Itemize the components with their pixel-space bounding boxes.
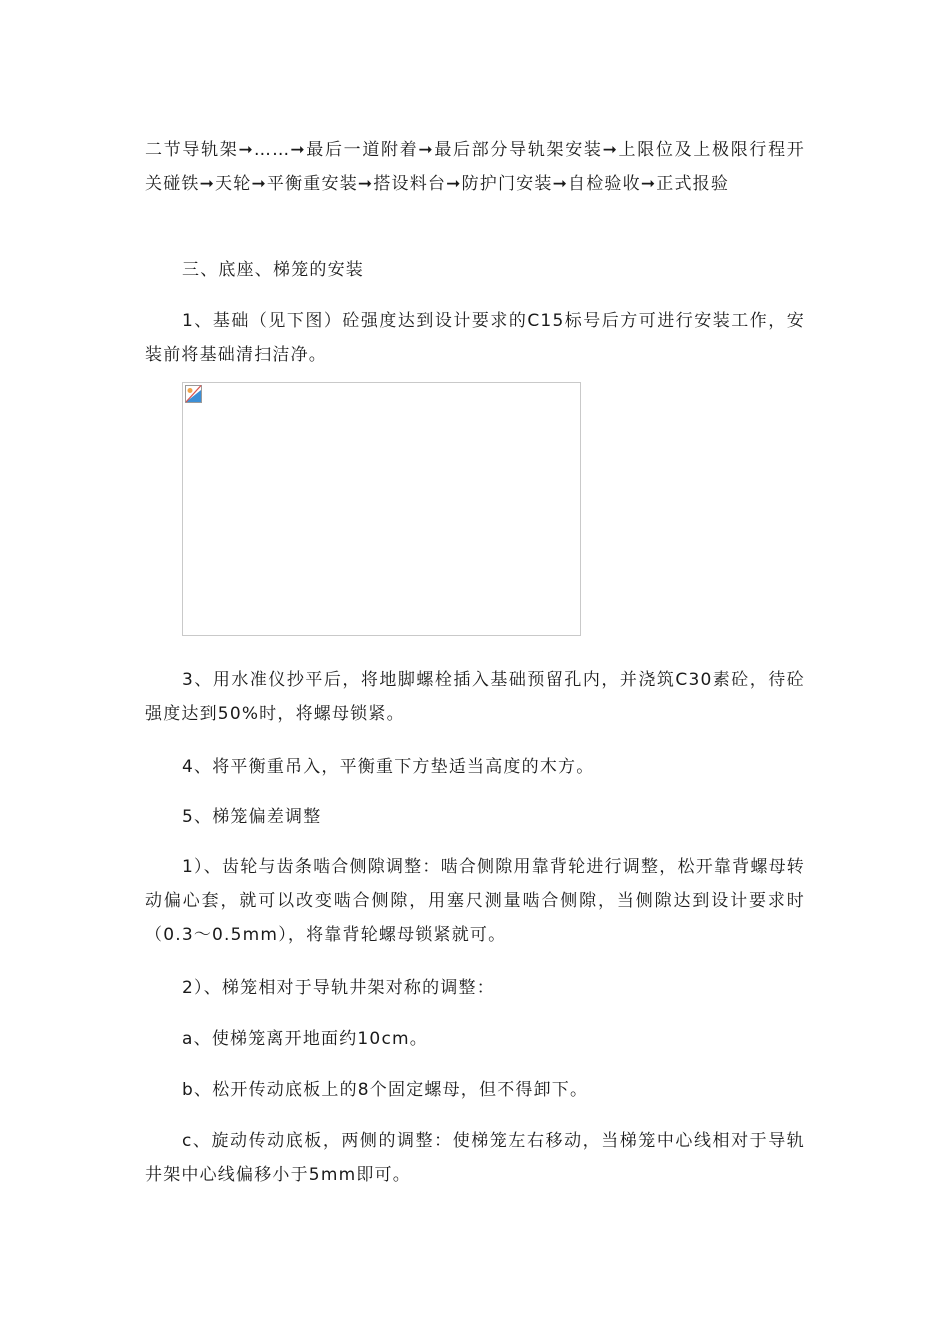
broken-image-icon — [185, 385, 202, 403]
section-heading-base-cage-installation: 三、底座、梯笼的安装 — [182, 260, 364, 280]
paragraph-gear-mesh-adjustment: 1）、齿轮与齿条啮合侧隙调整：啮合侧隙用靠背轮进行调整，松开靠背螺母转动偏心套，就可以改变啮合侧隙，用塞尺测量啮合侧隙，当侧隙达到设计要求时（0.3～0.5mm），将靠背轮螺母锁紧就可。 — [145, 857, 805, 945]
list-item-a: a、使梯笼离开地面约10cm。 — [182, 1029, 428, 1049]
paragraph-process-sequence: 二节导轨架➞……➞最后一道附着➞最后部分导轨架安装➞上限位及上极限行程开关碰铁➞天轮➞平衡重安装➞搭设料台➞防护门安装➞自检验收➞正式报验 — [145, 140, 805, 194]
paragraph-step-3-leveling: 3、用水准仪抄平后，将地脚螺栓插入基础预留孔内，并浇筑C30素砼，待砼强度达到50%时，将螺母锁紧。 — [145, 670, 805, 724]
list-item-c: c、旋动传动底板，两侧的调整：使梯笼左右移动，当梯笼中心线相对于导轨井架中心线偏移小于5mm即可。 — [145, 1131, 805, 1185]
list-item-b: b、松开传动底板上的8个固定螺母，但不得卸下。 — [182, 1080, 589, 1100]
paragraph-symmetry-adjustment: 2）、梯笼相对于导轨井架对称的调整： — [182, 978, 495, 998]
foundation-figure-placeholder — [182, 382, 581, 636]
paragraph-step-5-heading: 5、梯笼偏差调整 — [182, 807, 322, 827]
paragraph-step-4-counterweight: 4、将平衡重吊入，平衡重下方垫适当高度的木方。 — [182, 757, 595, 777]
paragraph-step-1-foundation: 1、基础（见下图）砼强度达到设计要求的C15标号后方可进行安装工作，安装前将基础清扫洁净。 — [145, 311, 805, 365]
